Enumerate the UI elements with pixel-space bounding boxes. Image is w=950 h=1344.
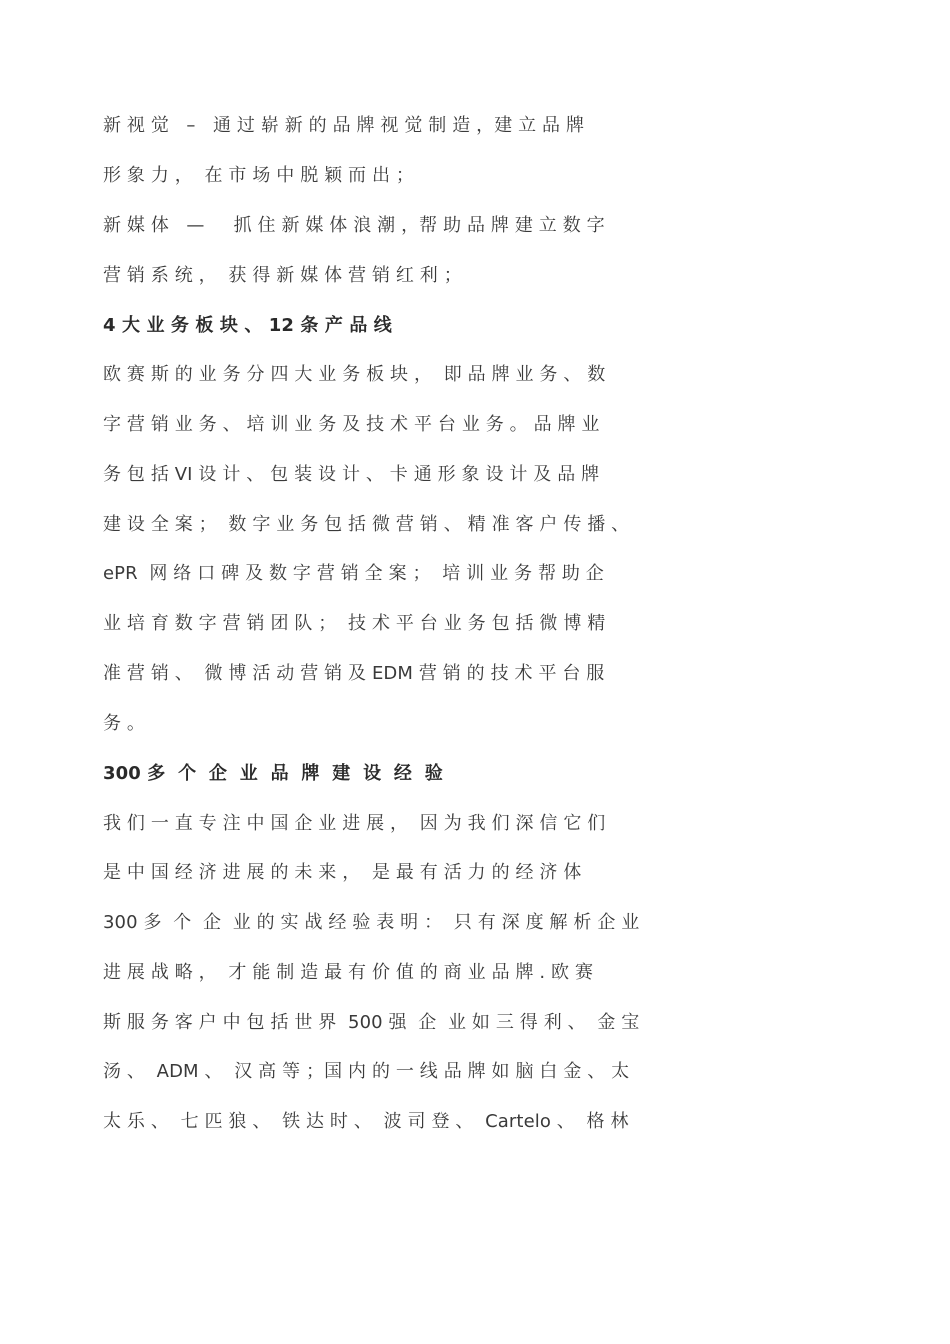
text-line: 欧 赛 斯 的 业 务 分 四 大 业 务 板 块 ， 即 品 牌 业 务 、 数 [103,364,606,385]
text-line: 建 设 全 案 ； 数 字 业 务 包 括 微 营 销 、 精 准 客 户 传 播 、 [103,514,630,535]
text-line: ePR 网 络 口 碑 及 数 字 营 销 全 案 ； 培 训 业 务 帮 助 企 [103,563,604,584]
text-line: 是 中 国 经 济 进 展 的 未 来 ， 是 最 有 活 力 的 经 济 体 [103,862,582,883]
text-line: 务 包 括 VI 设 计 、 包 装 设 计 、 卡 通 形 象 设 计 及 品 牌 [103,464,600,485]
text-line: 汤 、 ADM 、 汉 高 等 ；国 内 的 一 线 品 牌 如 脑 白 金 、 太 [103,1061,630,1082]
section-heading: 4 大 业 务 板 块 、 12 条 产 品 线 [103,315,392,336]
section-heading: 300 多 个 企 业 品 牌 建 设 经 验 [103,763,443,784]
text-line: 营 销 系 统 ， 获 得 新 媒 体 营 销 红 利 ； [103,265,462,286]
text-line: 务 。 [103,713,146,734]
text-line: 斯 服 务 客 户 中 包 括 世 界 500 强 企 业 如 三 得 利 、 金 宝 [103,1012,640,1033]
text-line: 300 多 个 企 业 的 实 战 经 验 表 明 ： 只 有 深 度 解 析 企 业 [103,912,640,933]
text-line: 形 象 力 ， 在 市 场 中 脱 颖 而 出 ； [103,165,414,186]
text-line: 太 乐 、 七 匹 狼 、 铁 达 时 、 波 司 登 、 Cartelo 、 格 林 [103,1111,629,1132]
text-line: 字 营 销 业 务 、 培 训 业 务 及 技 术 平 台 业 务 。 品 牌 业 [103,414,600,435]
text-line: 新 视 觉 – 通 过 崭 新 的 品 牌 视 觉 制 造 ，建 立 品 牌 [103,115,585,136]
text-line: 进 展 战 略 ， 才 能 制 造 最 有 价 值 的 商 业 品 牌 . 欧 赛 [103,962,594,983]
text-line: 业 培 育 数 字 营 销 团 队 ； 技 术 平 台 业 务 包 括 微 博 精 [103,613,606,634]
text-line: 准 营 销 、 微 博 活 动 营 销 及 EDM 营 销 的 技 术 平 台 服 [103,663,605,684]
text-line: 我 们 一 直 专 注 中 国 企 业 进 展 ， 因 为 我 们 深 信 它 们 [103,813,606,834]
text-line: 新 媒 体 — 抓 住 新 媒 体 浪 潮 ，帮 助 品 牌 建 立 数 字 [103,215,605,236]
